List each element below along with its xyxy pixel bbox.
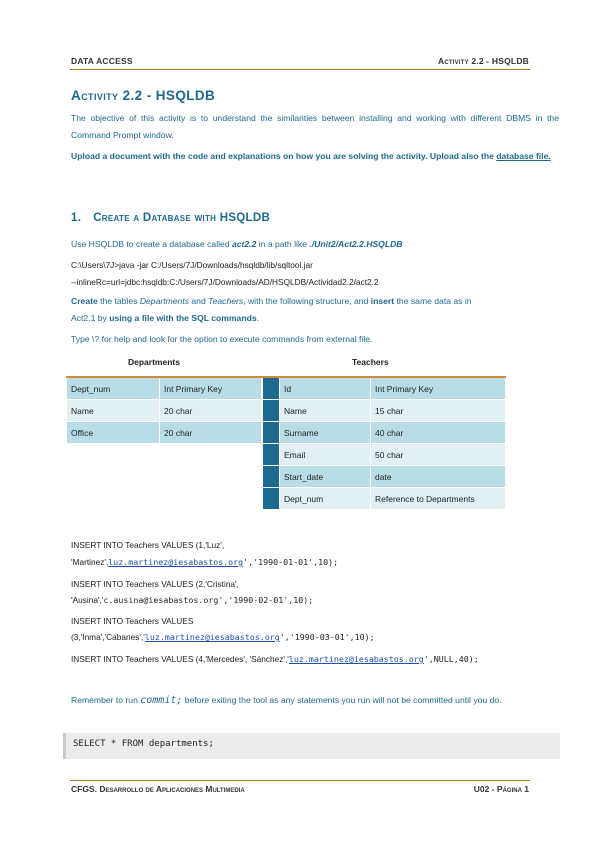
create-word: Create [71, 296, 98, 306]
insert-3-line-b [71, 629, 375, 646]
section-number: 1. [71, 212, 82, 224]
departments-caption: Departments [128, 357, 180, 367]
create-text-1: the tables [97, 296, 140, 306]
row-marker [263, 400, 280, 422]
insert-values: ',NULL,40); [423, 654, 479, 664]
table-cell: Surname [280, 422, 371, 444]
sql-file-phrase: using a file with the SQL commands [109, 313, 257, 323]
departments-ref: Departments [139, 296, 190, 306]
insert-text: (3,'Inma','Cabanes',' [71, 632, 145, 642]
table-row [263, 377, 506, 400]
header-left: DATA ACCESS [71, 56, 133, 66]
command-line-1: C:\Users\7J>java -jar C:/Users/7J/Downloads/hsqldb/lib/sqltool.jar [71, 260, 313, 270]
create-text-3: , with the following structure, and [243, 296, 371, 306]
table-cell: 50 char [371, 444, 506, 466]
table-row [263, 466, 506, 488]
row-marker [263, 444, 280, 466]
table-row [263, 444, 506, 466]
code-block [63, 733, 560, 759]
table-cell: Dept_num [67, 377, 160, 400]
row-marker [263, 377, 280, 400]
email-link[interactable]: luz.martinez@iesabastos.org [144, 632, 280, 642]
insert-1-line-b [71, 554, 338, 571]
insert-text: INSERT INTO Teachers VALUES (4,'Mercedes', 'Sánchez',' [71, 654, 289, 664]
create-text-4: the same data as in [394, 296, 472, 306]
table-row [263, 488, 506, 510]
page-title: Activity 2.2 - HSQLDB [71, 88, 216, 103]
db-instruction [71, 236, 559, 253]
insert-2-line-a: INSERT INTO Teachers VALUES (2,'Cristina', [71, 579, 239, 589]
commit-keyword: commit; [140, 695, 183, 706]
row-marker [263, 466, 280, 488]
insert-2-line-b [71, 592, 313, 609]
table-cell: Reference to Departments [371, 488, 506, 510]
row-marker [263, 488, 280, 510]
db-name: act2.2 [231, 239, 257, 249]
section-heading [71, 212, 270, 224]
table-row [67, 377, 262, 400]
insert-values: ','1990-02-01',10); [218, 595, 314, 605]
table-cell: 15 char [371, 400, 506, 422]
create-text-2: and [189, 296, 209, 306]
table-cell: Id [280, 377, 371, 400]
table-cell: 20 char [160, 400, 262, 422]
table-cell: Int Primary Key [371, 377, 506, 400]
table-cell: Name [67, 400, 160, 422]
insert-email-text: c.ausina@iesabastos.org [103, 595, 219, 605]
table-cell: Office [67, 422, 160, 444]
table-row [263, 400, 506, 422]
instruction-text: Use HSQLDB to create a database called [71, 239, 232, 249]
insert-word: insert [370, 296, 395, 306]
insert-1-line-a: INSERT INTO Teachers VALUES (1,'Luz', [71, 540, 225, 550]
table-cell: 20 char [160, 422, 262, 444]
db-path: ./Unit2/Act2.2.HSQLDB [309, 239, 403, 249]
header-right: Activity 2.2 - HSQLDB [438, 56, 529, 66]
email-link[interactable]: luz.martinez@iesabastos.org [288, 654, 424, 664]
table-row [263, 422, 506, 444]
table-cell: date [371, 466, 506, 488]
table-row [67, 400, 262, 422]
teachers-table [262, 376, 506, 510]
create-text-5: Act2.1 by [71, 313, 110, 323]
objective-paragraph: The objective of this activity is to understand the similarities between installing and working with different DBMS in the Command Prompt window. [71, 113, 559, 140]
code-text: SELECT * FROM departments; [73, 739, 214, 749]
insert-values: ','1990-03-01',10); [279, 632, 375, 642]
teachers-ref: Teachers [208, 296, 244, 306]
footer-divider [70, 780, 530, 781]
instruction-text-mid: in a path like [256, 239, 310, 249]
footer-page-number: U02 - Página 1 [473, 784, 529, 794]
email-link[interactable]: luz.martinez@iesabastos.org [108, 557, 244, 567]
footer-left: CFGS. Desarrollo de Aplicaciones Multimedia [71, 784, 245, 794]
teachers-caption: Teachers [352, 357, 389, 367]
table-cell: Start_date [280, 466, 371, 488]
create-paragraph [71, 293, 559, 327]
section-title: Create a Database with HSQLDB [93, 212, 271, 224]
insert-text: 'Martinez', [71, 557, 109, 567]
table-cell: 40 char [371, 422, 506, 444]
insert-text: 'Ausina',' [71, 595, 104, 605]
insert-4-line [71, 651, 479, 668]
upload-paragraph [71, 148, 559, 165]
header-divider [70, 69, 530, 70]
upload-text: Upload a document with the code and explanations on how you are solving the activity. Upload also the [71, 151, 494, 161]
departments-table [66, 376, 262, 444]
reminder-text: Remember to run [71, 695, 141, 705]
table-row [67, 422, 262, 444]
reminder-paragraph [71, 692, 559, 709]
table-cell: Email [280, 444, 371, 466]
table-cell: Name [280, 400, 371, 422]
table-cell: Int Primary Key [160, 377, 262, 400]
table-cell: Dept_num [280, 488, 371, 510]
insert-3-line-a: INSERT INTO Teachers VALUES [71, 616, 194, 626]
create-text-6: . [256, 313, 259, 323]
reminder-text-end: before exiting the tool as any statements you run will not be committed until you do. [182, 695, 502, 705]
help-paragraph: Type \? for help and look for the option to execute commands from external file. [71, 334, 373, 344]
database-file-link[interactable]: database file. [496, 151, 551, 161]
insert-values: ','1990-01-01',10); [243, 557, 339, 567]
row-marker [263, 422, 280, 444]
command-line-2: --inlineRc=url=jdbc:hsqldb:C:/Users/7J/Downloads/AD/HSQLDB/Actividad2.2/act2.2 [71, 277, 379, 287]
